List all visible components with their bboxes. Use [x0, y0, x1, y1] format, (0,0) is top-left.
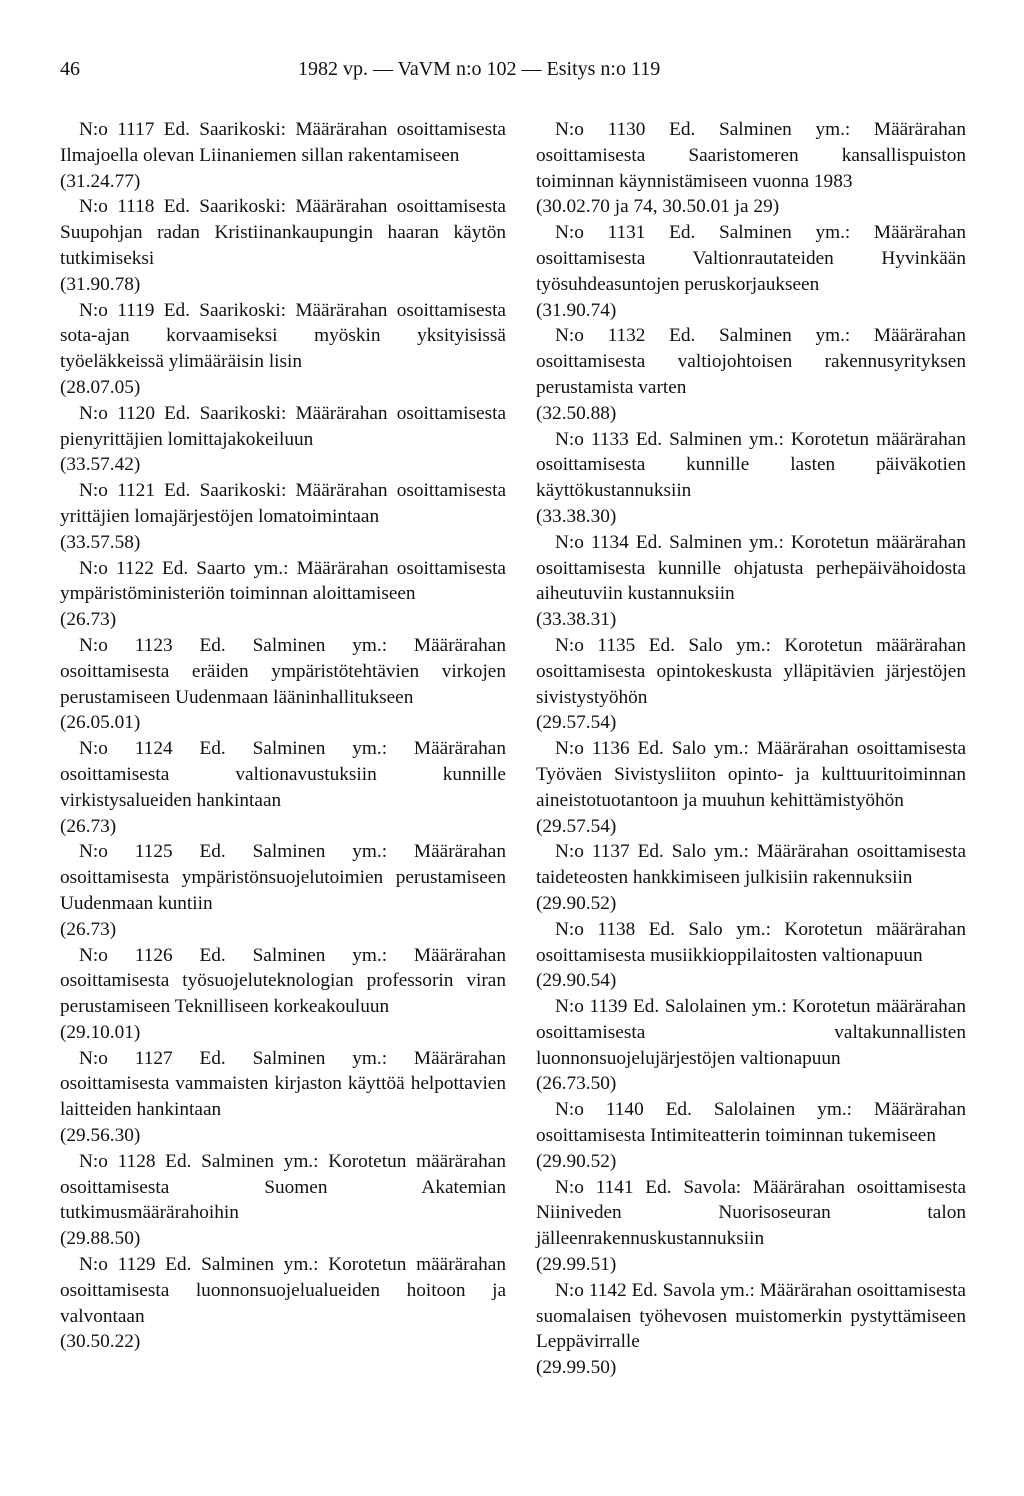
budget-item-code: (29.10.01)	[60, 1021, 141, 1043]
motion-text: N:o 1135 Ed. Salo ym.: Korotetun määrärahan osoittamisesta opintokeskusta ylläpitävien järjestöjen sivistystyöhön	[536, 634, 966, 708]
motion-entry	[60, 194, 506, 297]
left-column	[60, 117, 506, 1355]
budget-item-code: (26.73)	[60, 918, 117, 940]
budget-item-code: (33.57.42)	[60, 454, 141, 476]
motion-text: N:o 1141 Ed. Savola: Määrärahan osoittamisesta Niiniveden Nuorisoseuran talon jälleenrakennuskustannuksiin	[536, 1176, 966, 1250]
budget-item-code: (33.57.58)	[60, 531, 141, 553]
motion-text: N:o 1134 Ed. Salminen ym.: Korotetun määrärahan osoittamisesta kunnille ohjatusta perhepäivähoidosta aiheutuviin kustannuksiin	[536, 531, 966, 605]
budget-item-code: (28.07.05)	[60, 376, 141, 398]
page-header	[60, 58, 964, 88]
budget-item-code: (31.90.74)	[536, 299, 617, 321]
budget-item-code: (26.73.50)	[536, 1073, 617, 1095]
motion-text: N:o 1129 Ed. Salminen ym.: Korotetun määrärahan osoittamisesta luonnonsuojelualueiden hoitoon ja valvontaan	[60, 1254, 506, 1327]
motion-text: N:o 1139 Ed. Salolainen ym.: Korotetun määrärahan osoittamisesta valtakunnallisten luonnonsuojelujärjestöjen valtionapuun	[536, 996, 966, 1069]
motion-entry	[536, 994, 966, 1097]
motion-entry	[536, 839, 966, 916]
motion-entry	[60, 1046, 506, 1149]
motion-text: N:o 1128 Ed. Salminen ym.: Korotetun määrärahan osoittamisesta Suomen Akatemian tutkimusmäärärahoihin	[60, 1150, 506, 1224]
motion-text: N:o 1120 Ed. Saarikoski: Määrärahan osoittamisesta pienyrittäjien lomittajakokeiluun	[60, 402, 506, 450]
budget-item-code: (26.05.01)	[60, 712, 141, 734]
budget-item-code: (29.99.50)	[536, 1357, 617, 1379]
motion-entry	[536, 117, 966, 220]
motion-text: N:o 1118 Ed. Saarikoski: Määrärahan osoittamisesta Suupohjan radan Kristiinankaupungin haaran käytön tutkimiseksi	[60, 196, 506, 269]
budget-item-code: (29.88.50)	[60, 1228, 141, 1250]
motion-entry	[536, 736, 966, 839]
motion-entry	[536, 1175, 966, 1278]
motion-entry	[536, 1278, 966, 1381]
budget-item-code: (29.56.30)	[60, 1125, 141, 1147]
motion-entry	[60, 117, 506, 194]
budget-item-code: (29.90.52)	[536, 1150, 617, 1172]
motion-text: N:o 1126 Ed. Salminen ym.: Määrärahan osoittamisesta työsuojeluteknologian professorin viran perustamiseen Teknilliseen korkeakouluun	[60, 944, 506, 1018]
motion-entry	[536, 1097, 966, 1174]
motion-text: N:o 1127 Ed. Salminen ym.: Määrärahan osoittamisesta vammaisten kirjaston käyttöä helpottavien laitteiden hankintaan	[60, 1047, 506, 1121]
motion-text: N:o 1130 Ed. Salminen ym.: Määrärahan osoittamisesta Saaristomeren kansallispuiston toiminnan käynnistämiseen vuonna 1983	[536, 119, 966, 192]
budget-item-code: (30.02.70 ja 74, 30.50.01 ja 29)	[536, 196, 780, 218]
budget-item-code: (30.50.22)	[60, 1331, 141, 1353]
budget-item-code: (31.90.78)	[60, 273, 141, 295]
motion-text: N:o 1119 Ed. Saarikoski: Määrärahan osoittamisesta sota-ajan korvaamiseksi myöskin yksityisissä työeläkkeissä ylimääräisin lisin	[60, 299, 506, 373]
motion-text: N:o 1140 Ed. Salolainen ym.: Määrärahan osoittamisesta Intimiteatterin toiminnan tukemiseen	[536, 1099, 966, 1147]
right-column	[536, 117, 966, 1381]
budget-item-code: (26.73)	[60, 609, 117, 631]
motion-text: N:o 1138 Ed. Salo ym.: Korotetun määrärahan osoittamisesta musiikkioppilaitosten valtionapuun	[536, 918, 966, 966]
motion-text: N:o 1125 Ed. Salminen ym.: Määrärahan osoittamisesta ympäristönsuojelutoimien perustamiseen Uudenmaan kuntiin	[60, 841, 506, 914]
motion-entry	[536, 633, 966, 736]
motion-text: N:o 1133 Ed. Salminen ym.: Korotetun määrärahan osoittamisesta kunnille lasten päiväkotien käyttökustannuksiin	[536, 428, 966, 502]
motion-text: N:o 1124 Ed. Salminen ym.: Määrärahan osoittamisesta valtionavustuksiin kunnille virkistysalueiden hankintaan	[60, 738, 506, 811]
motion-entry	[60, 298, 506, 401]
motion-entry	[536, 530, 966, 633]
budget-item-code: (31.24.77)	[60, 170, 141, 192]
budget-item-code: (33.38.31)	[536, 609, 617, 631]
motion-entry	[536, 323, 966, 426]
motion-entry	[60, 401, 506, 478]
page-number: 46	[60, 58, 80, 80]
budget-item-code: (29.90.54)	[536, 970, 617, 992]
motion-entry	[60, 1252, 506, 1355]
motion-entry	[60, 633, 506, 736]
motion-text: N:o 1117 Ed. Saarikoski: Määrärahan osoittamisesta Ilmajoella olevan Liinaniemen sillan rakentamiseen	[60, 119, 506, 166]
motion-entry	[536, 427, 966, 530]
budget-item-code: (26.73)	[60, 815, 117, 837]
motion-text: N:o 1132 Ed. Salminen ym.: Määrärahan osoittamisesta valtiojohtoisen rakennusyrityksen perustamista varten	[536, 325, 966, 398]
running-title: 1982 vp. — VaVM n:o 102 — Esitys n:o 119	[298, 58, 661, 80]
budget-item-code: (29.99.51)	[536, 1254, 617, 1276]
motion-entry	[60, 1149, 506, 1252]
motion-text: N:o 1123 Ed. Salminen ym.: Määrärahan osoittamisesta eräiden ympäristötehtävien virkojen perustamiseen Uudenmaan lääninhallitukseen	[60, 634, 506, 708]
motion-entry	[60, 839, 506, 942]
motion-text: N:o 1121 Ed. Saarikoski: Määrärahan osoittamisesta yrittäjien lomajärjestöjen lomatoimintaan	[60, 480, 506, 527]
motion-entry	[536, 917, 966, 994]
budget-item-code: (32.50.88)	[536, 402, 617, 424]
motion-text: N:o 1142 Ed. Savola ym.: Määrärahan osoittamisesta suomalaisen työhevosen muistomerkin pystyttämiseen Leppävirralle	[536, 1279, 966, 1353]
motion-text: N:o 1122 Ed. Saarto ym.: Määrärahan osoittamisesta ympäristöministeriön toiminnan aloittamiseen	[60, 557, 506, 605]
budget-item-code: (33.38.30)	[536, 505, 617, 527]
budget-item-code: (29.90.52)	[536, 892, 617, 914]
motion-entry	[60, 736, 506, 839]
motion-text: N:o 1131 Ed. Salminen ym.: Määrärahan osoittamisesta Valtionrautateiden Hyvinkään työsuhdeasuntojen peruskorjaukseen	[536, 222, 966, 295]
budget-item-code: (29.57.54)	[536, 712, 617, 734]
motion-entry	[60, 478, 506, 555]
motion-entry	[60, 943, 506, 1046]
motion-text: N:o 1137 Ed. Salo ym.: Määrärahan osoittamisesta taideteosten hankkimiseen julkisiin rakennuksiin	[536, 841, 966, 889]
motion-entry	[536, 220, 966, 323]
budget-item-code: (29.57.54)	[536, 815, 617, 837]
motion-text: N:o 1136 Ed. Salo ym.: Määrärahan osoittamisesta Työväen Sivistysliiton opinto- ja kulttuuritoiminnan aineistotuotantoon ja muuhun kehittämistyöhön	[536, 738, 966, 811]
motion-entry	[60, 556, 506, 633]
